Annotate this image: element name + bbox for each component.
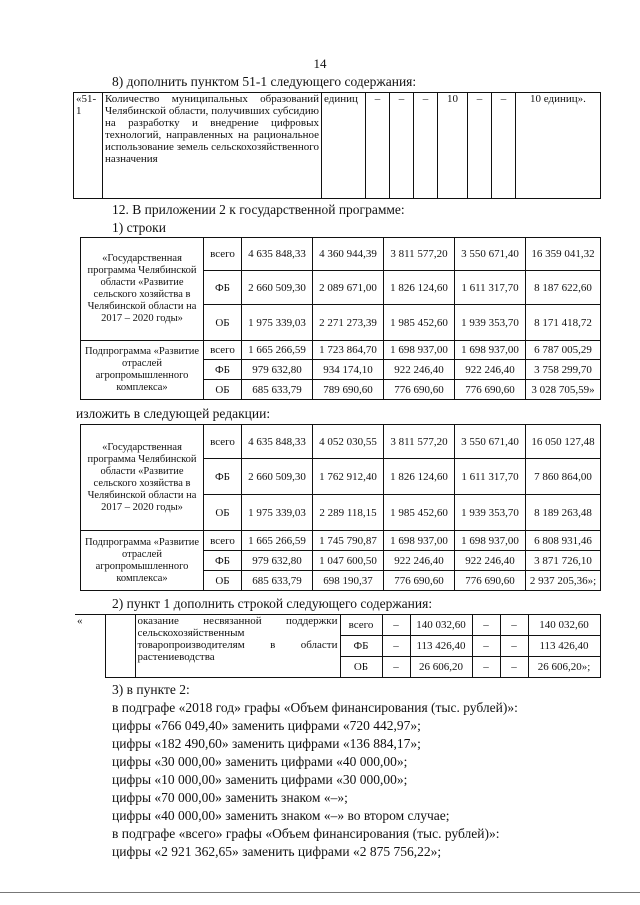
amount-cell: 1 665 266,59: [242, 531, 313, 551]
value-cell: –: [414, 93, 438, 199]
amount-cell: 2 089 671,00: [313, 271, 384, 305]
added-row-table: [75, 614, 601, 678]
funding-source: всего: [340, 615, 382, 636]
funding-source: ФБ: [340, 636, 382, 657]
value-cell: –: [390, 93, 414, 199]
amount-cell: 979 632,80: [242, 360, 313, 380]
amount-cell: 4 052 030,55: [313, 425, 384, 459]
text-line: цифры «40 000,00» заменить знаком «–» во втором случае;: [112, 808, 450, 823]
open-quote: «: [75, 615, 105, 678]
text-line: в подграфе «2018 год» графы «Объем финансирования (тыс. рублей)»:: [112, 700, 518, 715]
amount-cell: –: [500, 636, 528, 657]
heading-item-12: 12. В приложении 2 к государственной программе:: [112, 202, 405, 217]
funding-source: ФБ: [204, 551, 242, 571]
value-cell: –: [468, 93, 492, 199]
heading-subitem-2: 2) пункт 1 дополнить строкой следующего содержания:: [112, 596, 433, 611]
amount-cell: 922 246,40: [455, 360, 526, 380]
amount-cell: 1 611 317,70: [455, 459, 526, 495]
amount-cell: 698 190,37: [313, 571, 384, 591]
amount-cell: 1 665 266,59: [242, 341, 313, 360]
amount-cell: 1 826 124,60: [384, 459, 455, 495]
heading-subitem-1: 1) строки: [112, 220, 166, 235]
amount-cell: 1 939 353,70: [455, 495, 526, 531]
total-cell: 6 787 005,29: [526, 341, 601, 360]
total-cell: 8 187 622,60: [526, 271, 601, 305]
funding-source: всего: [204, 341, 242, 360]
amount-cell: 3 811 577,20: [384, 425, 455, 459]
amount-cell: 789 690,60: [313, 380, 384, 400]
empty-cell: [105, 615, 135, 678]
bottom-scan-line: [0, 892, 640, 893]
final-value-cell: 10 единиц».: [516, 93, 601, 199]
amount-cell: –: [500, 615, 528, 636]
amount-cell: 2 660 509,30: [242, 271, 313, 305]
funding-source: ОБ: [204, 495, 242, 531]
new-rows-table: [80, 424, 601, 591]
amount-cell: 1 723 864,70: [313, 341, 384, 360]
amount-cell: 922 246,40: [384, 360, 455, 380]
amount-cell: –: [382, 615, 410, 636]
amount-cell: –: [382, 636, 410, 657]
amount-cell: 922 246,40: [384, 551, 455, 571]
page-number: 14: [313, 56, 327, 71]
total-cell: 3 758 299,70: [526, 360, 601, 380]
funding-source: ОБ: [204, 571, 242, 591]
funding-source: ОБ: [204, 380, 242, 400]
amount-cell: –: [500, 657, 528, 678]
text-line: цифры «70 000,00» заменить знаком «–»;: [112, 790, 348, 805]
text-line: цифры «2 921 362,65» заменить цифрами «2 875 756,22»;: [112, 844, 442, 859]
value-cell: –: [366, 93, 390, 199]
text-line: цифры «766 049,40» заменить цифрами «720 442,97»;: [112, 718, 421, 733]
amount-cell: –: [382, 657, 410, 678]
heading-item-8: 8) дополнить пунктом 51-1 следующего содержания:: [112, 74, 417, 89]
total-cell: 16 359 041,32: [526, 238, 601, 271]
indicator-text: Количество муниципальных образований Челябинской области, получивших субсидию на разработку и внедрение цифровых технологий, направленных на рациональное использование земель сельскохозяйственного назначения: [103, 93, 322, 199]
amount-cell: 1 611 317,70: [455, 271, 526, 305]
amount-cell: 979 632,80: [242, 551, 313, 571]
total-cell: 16 050 127,48: [526, 425, 601, 459]
amount-cell: 1 047 600,50: [313, 551, 384, 571]
amount-cell: 3 550 671,40: [455, 425, 526, 459]
amount-cell: 776 690,60: [384, 571, 455, 591]
funding-source: всего: [204, 238, 242, 271]
total-cell: 26 606,20»;: [528, 657, 600, 678]
amount-cell: 2 660 509,30: [242, 459, 313, 495]
amount-cell: 4 635 848,33: [242, 238, 313, 271]
amount-cell: 922 246,40: [455, 551, 526, 571]
funding-source: ОБ: [204, 305, 242, 341]
total-cell: 2 937 205,36»;: [526, 571, 601, 591]
amount-cell: 4 360 944,39: [313, 238, 384, 271]
total-cell: 8 171 418,72: [526, 305, 601, 341]
amount-cell: 776 690,60: [455, 380, 526, 400]
total-cell: 3 028 705,59»: [526, 380, 601, 400]
text-line: цифры «30 000,00» заменить цифрами «40 000,00»;: [112, 754, 408, 769]
amount-cell: 934 174,10: [313, 360, 384, 380]
value-cell: –: [492, 93, 516, 199]
funding-source: ОБ: [340, 657, 382, 678]
amount-cell: 685 633,79: [242, 380, 313, 400]
subprogram-name: Подпрограмма «Развитие отраслей агропромышленного комплекса»: [81, 341, 204, 400]
amount-cell: 140 032,60: [410, 615, 472, 636]
table-item-51-1: [73, 92, 601, 199]
old-rows-table: [80, 237, 601, 400]
amount-cell: 3 811 577,20: [384, 238, 455, 271]
amount-cell: 1 985 452,60: [384, 305, 455, 341]
amount-cell: 113 426,40: [410, 636, 472, 657]
amount-cell: 2 271 273,39: [313, 305, 384, 341]
amount-cell: 26 606,20: [410, 657, 472, 678]
amount-cell: 1 698 937,00: [455, 531, 526, 551]
amount-cell: 2 289 118,15: [313, 495, 384, 531]
program-name: «Государственная программа Челябинской области «Развитие сельского хозяйства в Челябинской области на 2017 – 2020 годы»: [81, 425, 204, 531]
amount-cell: 1 698 937,00: [384, 341, 455, 360]
text-line: в подграфе «всего» графы «Объем финансирования (тыс. рублей)»:: [112, 826, 500, 841]
total-cell: 7 860 864,00: [526, 459, 601, 495]
subprogram-name: Подпрограмма «Развитие отраслей агропромышленного комплекса»: [81, 531, 204, 591]
amount-cell: –: [472, 657, 500, 678]
unit-cell: единиц: [322, 93, 366, 199]
amount-cell: 1 826 124,60: [384, 271, 455, 305]
amount-cell: 4 635 848,33: [242, 425, 313, 459]
amount-cell: –: [472, 615, 500, 636]
funding-source: всего: [204, 425, 242, 459]
amount-cell: 1 698 937,00: [455, 341, 526, 360]
program-name: «Государственная программа Челябинской области «Развитие сельского хозяйства в Челябинской области на 2017 – 2020 годы»: [81, 238, 204, 341]
total-cell: 6 808 931,46: [526, 531, 601, 551]
replace-heading: изложить в следующей редакции:: [76, 406, 271, 421]
funding-source: ФБ: [204, 360, 242, 380]
amount-cell: 1 698 937,00: [384, 531, 455, 551]
amount-cell: 1 762 912,40: [313, 459, 384, 495]
funding-source: ФБ: [204, 459, 242, 495]
total-cell: 8 189 263,48: [526, 495, 601, 531]
amount-cell: 1 745 790,87: [313, 531, 384, 551]
amount-cell: 685 633,79: [242, 571, 313, 591]
amount-cell: 1 939 353,70: [455, 305, 526, 341]
total-cell: 140 032,60: [528, 615, 600, 636]
text-line: цифры «182 490,60» заменить цифрами «136 884,17»;: [112, 736, 421, 751]
amount-cell: 1 975 339,03: [242, 305, 313, 341]
amount-cell: –: [472, 636, 500, 657]
value-cell: 10: [438, 93, 468, 199]
funding-source: ФБ: [204, 271, 242, 305]
item-number: «51-1: [74, 93, 103, 199]
total-cell: 3 871 726,10: [526, 551, 601, 571]
amount-cell: 1 985 452,60: [384, 495, 455, 531]
total-cell: 113 426,40: [528, 636, 600, 657]
funding-source: всего: [204, 531, 242, 551]
amount-cell: 776 690,60: [384, 380, 455, 400]
text-line: цифры «10 000,00» заменить цифрами «30 000,00»;: [112, 772, 408, 787]
amount-cell: 1 975 339,03: [242, 495, 313, 531]
text-line: 3) в пункте 2:: [112, 682, 190, 697]
amount-cell: 776 690,60: [455, 571, 526, 591]
amount-cell: 3 550 671,40: [455, 238, 526, 271]
measure-text: оказание несвязанной поддержки сельскохозяйственным товаропроизводителям в области растениеводства: [135, 615, 340, 678]
